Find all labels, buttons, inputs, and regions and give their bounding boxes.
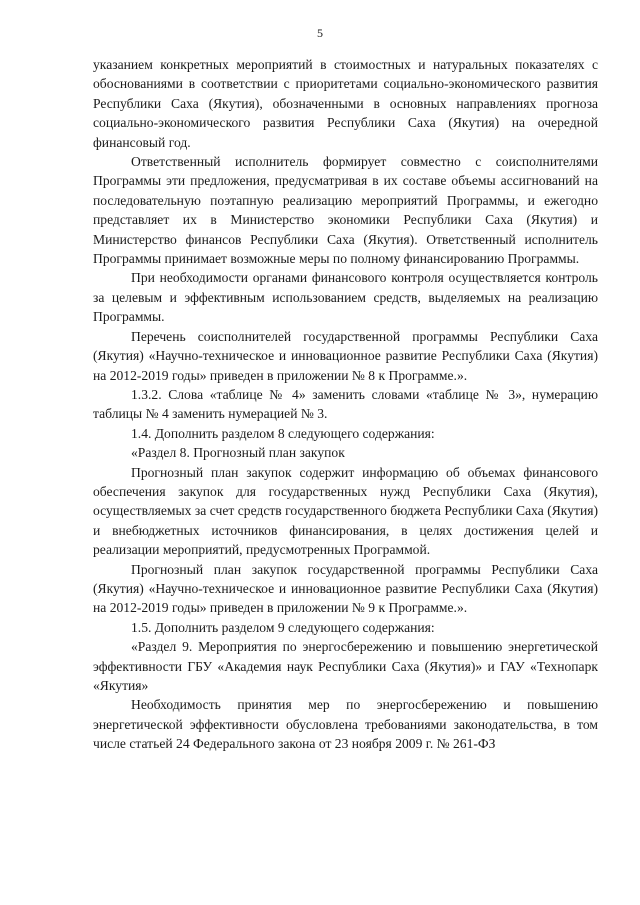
- paragraph-budget-indicators: указанием конкретных мероприятий в стоимостных и натуральных показателях с обоснованиями в соответствии с приоритетами социально-экономического развития Республики Саха (Якутия), обозначенными в основных направлениях прогноза социально-экономического развития Республики Саха (Якутия) на очередной финансовый год.: [93, 57, 598, 150]
- page-number: 5: [317, 26, 323, 40]
- paragraph-energy-saving: Необходимость принятия мер по энергосбережению и повышению энергетической эффективности обусловлена требованиями законодательства, в том числе статьей 24 Федерального закона от 23 ноября 2009 г. № 261-ФЗ: [93, 697, 598, 752]
- paragraph-item-1-3-2: 1.3.2. Слова «таблице № 4» заменить словами «таблице № 3», нумерацию таблицы № 4 заменить нумерацией № 3.: [93, 386, 598, 422]
- paragraph-procurement-plan-appendix: Прогнозный план закупок государственной программы Республики Саха (Якутия) «Научно-техническое и инновационное развитие Республики Саха (Якутия) на 2012-2019 годы» приведен в приложении № 9 к Программе.».: [93, 561, 598, 616]
- section-9-heading: «Раздел 9. Мероприятия по энергосбережению и повышению энергетической эффективности ГБУ «Академия наук Республики Саха (Якутия)» и ГАУ «Технопарк «Якутия»: [93, 639, 598, 693]
- section-8-heading: «Раздел 8. Прогнозный план закупок: [131, 445, 345, 461]
- paragraph-procurement-plan-content: Прогнозный план закупок содержит информацию об объемах финансового обеспечения закупок для государственных нужд Республики Саха (Якутия), осуществляемых за счет средств государственного бюджета Республики Саха (Якутия) и внебюджетных источников финансирования, в целях достижения целей и реализации мероприятий, предусмотренных Программой.: [93, 464, 598, 558]
- paragraph-responsible-executor: Ответственный исполнитель формирует совместно с соисполнителями Программы эти предложения, предусматривая в их составе объемы ассигнований на последовательную поэтапную реализацию мероприятий Программы, и ежегодно представляет их в Министерство экономики Республики Саха (Якутия) и Министерство финансов Республики Саха (Якутия). Ответственный исполнитель Программы принимает возможные меры по полному финансированию Программы.: [93, 154, 598, 267]
- paragraph-coexecutors-list: Перечень соисполнителей государственной программы Республики Саха (Якутия) «Научно-техническое и инновационное развитие Республики Саха (Якутия) на 2012-2019 годы» приведен в приложении № 8 к Программе.».: [93, 328, 598, 383]
- paragraph-item-1-5: 1.5. Дополнить разделом 9 следующего содержания:: [131, 619, 435, 635]
- document-body: [93, 55, 598, 754]
- paragraph-item-1-4: 1.4. Дополнить разделом 8 следующего содержания:: [131, 425, 435, 441]
- paragraph-financial-control: При необходимости органами финансового контроля осуществляется контроль за целевым и эффективным использованием средств, выделяемых на реализацию Программы.: [93, 270, 598, 325]
